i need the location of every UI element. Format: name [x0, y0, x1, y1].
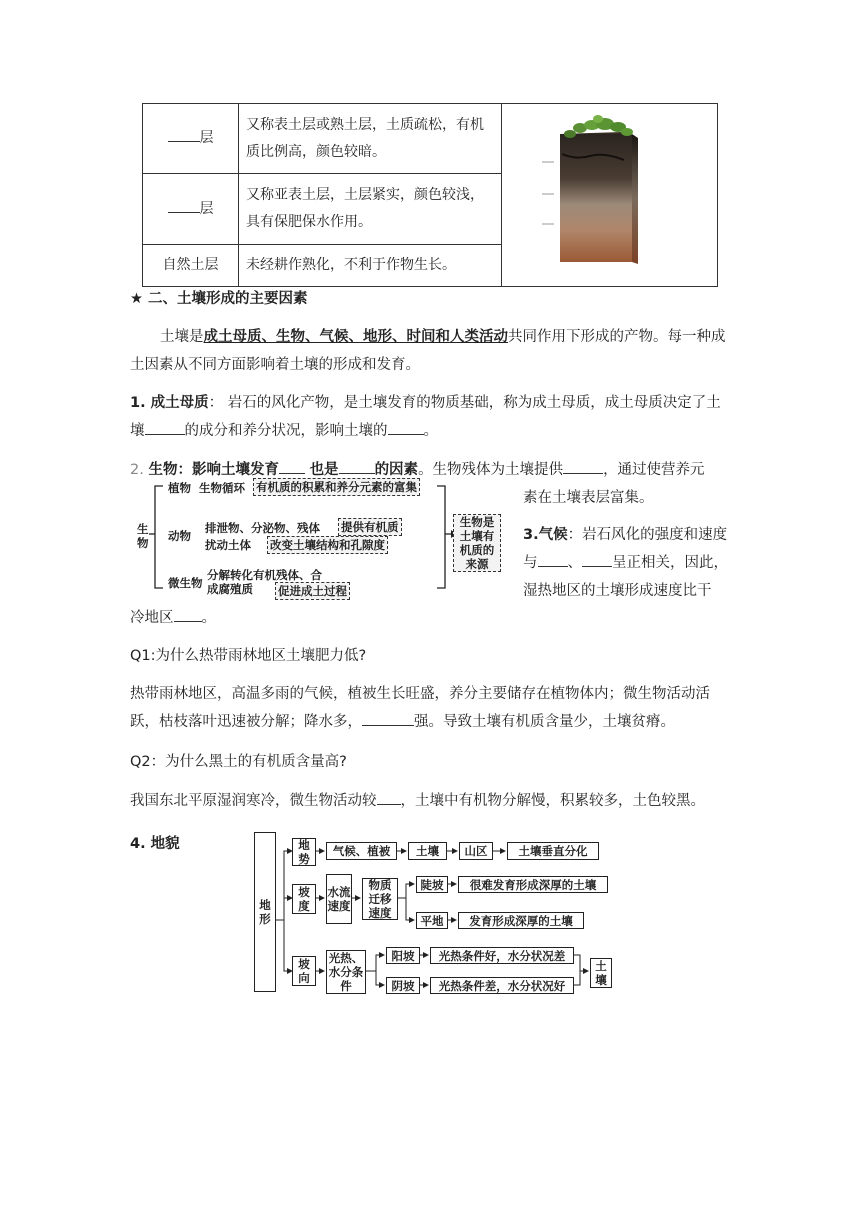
landform-soil2: 土壤: [590, 958, 612, 988]
landform-climate-veg: 气候、植被: [326, 842, 397, 860]
soil-layer-table: [142, 103, 718, 287]
answer-blank[interactable]: [582, 566, 612, 567]
bio-animal-act2: 扰动土体: [205, 538, 251, 552]
item-text: 。生物残体为土壤提供: [418, 462, 564, 478]
answer-blank[interactable]: [339, 473, 375, 474]
item-text: 。: [423, 423, 438, 439]
soil-profile-image: [502, 104, 717, 276]
biology-diagram: [135, 478, 505, 600]
landform-flat: 平地: [416, 912, 448, 929]
answer-text: 热带雨林地区，高温多雨的气候，植被生长旺盛，养分主要储存在植物体内；微生物活动活跃，枯枝落叶迅速被分解；降水多，: [130, 686, 710, 730]
intro-text: 土壤是: [160, 329, 204, 345]
item-title: ：影响土壤发育: [177, 462, 279, 478]
item-text: 素在土壤表层富集。: [523, 490, 654, 506]
layer-desc: 又称表土层或熟土层，土质疏松，有机质比例高，颜色较暗。: [239, 104, 502, 174]
landform-slope: 坡度: [292, 884, 316, 914]
landform-soil: 土壤: [408, 842, 447, 860]
answer-text: 我国东北平原湿润寒冷，微生物活动较: [130, 793, 377, 809]
landform-sunny: 阳坡: [386, 947, 420, 964]
layer-name-cell: [143, 174, 239, 244]
answer-blank[interactable]: [168, 141, 200, 142]
answer-blank[interactable]: [388, 434, 424, 435]
landform-vertical: 土壤垂直分化: [507, 842, 599, 860]
item-biology: 2. 生物：影响土壤发育 也是 的因素。生物残体为土壤提供 ，通过使营养元: [130, 462, 705, 478]
q2-question: Q2：为什么黑土的有机质含量高?: [130, 754, 347, 770]
landform-flow: 水流速度: [326, 874, 352, 924]
q1-question: Q1:为什么热带雨林地区土壤肥力低?: [130, 648, 367, 664]
item-text: 的成分和养分状况，影响土壤的: [184, 423, 388, 439]
bio-micro-box: 促进成土过程: [275, 582, 350, 600]
intro-text: 共同作用下形成的产物。每一种成土因素从不同方面影响着土壤的形成和发育。: [130, 329, 726, 373]
layer-name: 层: [199, 200, 214, 217]
section-intro: [130, 323, 730, 379]
item-landform-title: 4. 地貌: [130, 836, 180, 852]
item-number: 2.: [130, 462, 144, 478]
item-title: 也是: [309, 462, 339, 478]
item-title: 3.气候: [523, 527, 568, 543]
q2-answer: [130, 787, 730, 815]
item-text: 、: [567, 555, 582, 571]
answer-blank[interactable]: [174, 621, 202, 622]
landform-sunny-result: 光热条件好，水分状况差: [430, 947, 574, 964]
landform-shady-result: 光热条件差，水分状况好: [430, 977, 574, 994]
layer-desc: 未经耕作熟化，不利于作物生长。: [239, 244, 502, 286]
layer-name: 层: [199, 130, 214, 147]
answer-blank[interactable]: [362, 725, 414, 726]
layer-desc: 又称亚表土层，土层紧实，颜色较浅，具有保肥保水作用。: [239, 174, 502, 244]
bio-plant-box: 有机质的积累和养分元素的富集: [253, 478, 420, 496]
answer-text: 强。导致土壤有机质含量少，土壤贫瘠。: [414, 714, 675, 730]
bio-plant: 植物: [168, 481, 191, 495]
intro-factors: 成土母质、生物、气候、地形、时间和人类活动: [203, 329, 508, 345]
answer-text: ，土壤中有机物分解慢，积累较多，土色较黑。: [400, 793, 705, 809]
item-title: 生物: [148, 462, 178, 478]
bio-animal: 动物: [168, 529, 191, 543]
bio-animal-box1: 提供有机质: [338, 518, 402, 536]
landform-steep: 陡坡: [416, 876, 448, 893]
item-text: ：岩石风化的强度和速度与: [523, 527, 728, 571]
answer-blank[interactable]: [563, 473, 603, 474]
landform-steep-result: 很难发育形成深厚的土壤: [458, 876, 608, 893]
landform-conditions: 光热、水分条件: [326, 950, 366, 994]
landform-diagram: [254, 830, 624, 1000]
landform-flat-result: 发育形成深厚的土壤: [458, 912, 584, 929]
answer-blank[interactable]: [279, 473, 305, 474]
soil-profile-image-cell: [502, 104, 718, 287]
landform-shady: 阴坡: [386, 977, 420, 994]
item-text: 冷地区 。: [130, 610, 216, 626]
answer-blank[interactable]: [538, 566, 568, 567]
landform-transfer: 物质迁移速度: [362, 878, 398, 920]
bio-animal-act1: 排泄物、分泌物、残体: [205, 521, 320, 535]
answer-blank[interactable]: [377, 804, 401, 805]
item-title: 的因素: [374, 462, 419, 478]
q1-answer: [130, 680, 730, 736]
bio-animal-box2: 改变土壤结构和孔隙度: [267, 536, 388, 554]
item-text: 。: [201, 610, 216, 626]
item-title: 1. 成土母质: [130, 395, 209, 411]
bio-plant-role: 生物循环: [199, 481, 245, 495]
landform-aspect: 坡向: [292, 956, 316, 986]
bio-root: 生物: [137, 522, 149, 550]
item-text: ： 岩石的风化产物，是土壤发育的物质基础，称为成土母质，成土母质决定了土壤: [130, 395, 721, 439]
section-heading: ★ 二、土壤形成的主要因素: [130, 291, 308, 307]
answer-blank[interactable]: [168, 212, 200, 213]
bio-micro-act: 分解转化有机残体、合成腐殖质: [207, 568, 322, 596]
bio-result: 生物是土壤有机质的来源: [453, 514, 501, 572]
bio-micro: 微生物: [168, 576, 203, 590]
layer-name-cell: [143, 104, 239, 174]
landform-mountain: 山区: [459, 842, 493, 860]
landform-root: 地形: [254, 832, 276, 992]
item-parent-material: [130, 389, 730, 445]
item-climate: 3.气候：岩石风化的强度和速度与 、 呈正相关，因此，湿热地区的土壤形成速度比干: [523, 527, 728, 599]
layer-name: 自然土层: [143, 244, 239, 286]
answer-blank[interactable]: [145, 434, 185, 435]
landform-elevation: 地势: [292, 838, 316, 866]
